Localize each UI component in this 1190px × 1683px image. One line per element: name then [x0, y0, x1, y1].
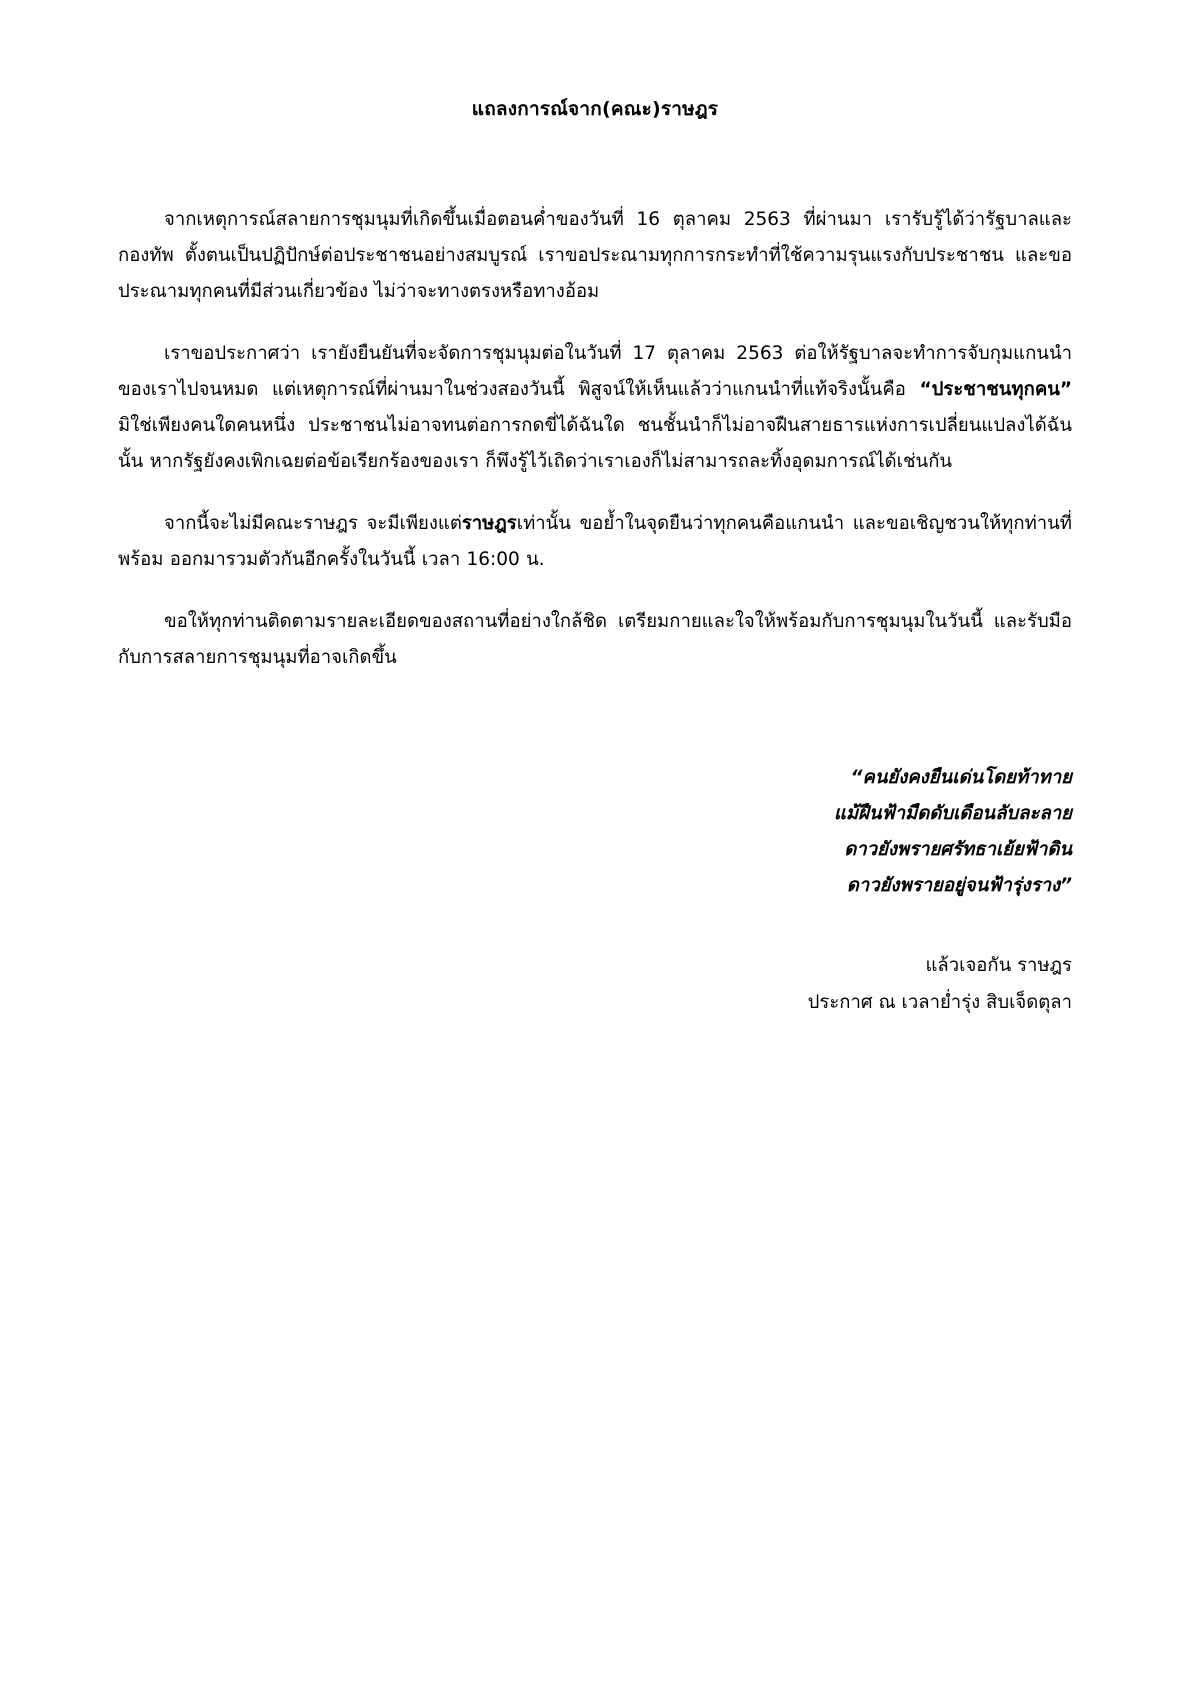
poem-line: ดาวยังพรายอยู่จนฟ้ารุ่งราง” [846, 875, 1072, 897]
poem-line: ดาวยังพรายศรัทธาเย้ยฟ้าดิน [844, 839, 1072, 861]
paragraph-1: จากเหตุการณ์สลายการชุมนุมที่เกิดขึ้นเมื่อตอนค่ำของวันที่ 16 ตุลาคม 2563 ที่ผ่านมา เรารับรู้ได้ว่ารัฐบาลและกองทัพ ตั้งตนเป็นปฏิปักษ์ต่อประชาชนอย่างสมบูรณ์ เราขอประณามทุกการกระทำที่ใช้ความรุนแรงกับประชาชน และขอประณามทุกคนที่มีส่วนเกี่ยวข้อง ไม่ว่าจะทางตรงหรือทางอ้อม [118, 208, 1072, 302]
emphasis-text: “ประชาชนทุกคน” [919, 378, 1072, 400]
signoff-line: ประกาศ ณ เวลาย่ำรุ่ง สิบเจ็ดตุลา [807, 991, 1072, 1013]
paragraph-4: ขอให้ทุกท่านติดตามรายละเอียดของสถานที่อย่างใกล้ชิด เตรียมกายและใจให้พร้อมกับการชุมนุมในวันนี้ และรับมือกับการสลายการชุมนุมที่อาจเกิดขึ้น [118, 611, 1072, 669]
signoff-block [118, 948, 1072, 1020]
page-title: แถลงการณ์จาก(คณะ)ราษฎร [471, 98, 719, 120]
paragraph-3: จากนี้จะไม่มีคณะราษฎร จะมีเพียงแต่ราษฎรเท่านั้น ขอย้ำในจุดยืนว่าทุกคนคือแกนนำ และขอเชิญชวนให้ทุกท่านที่พร้อม ออกมารวมตัวกันอีกครั้งในวันนี้ เวลา 16:00 น. [118, 512, 1072, 570]
paragraph-2: เราขอประกาศว่า เรายังยืนยันที่จะจัดการชุมนุมต่อในวันที่ 17 ตุลาคม 2563 ต่อให้รัฐบาลจะทำการจับกุมแกนนำของเราไปจนหมด แต่เหตุการณ์ที่ผ่านมาในช่วงสองวันนี้ พิสูจน์ให้เห็นแล้วว่าแกนนำที่แท้จริงนั้นคือ “ประชาชนทุกคน” มิใช่เพียงคนใดคนหนึ่ง ประชาชนไม่อาจทนต่อการกดขี่ได้ฉันใด ชนชั้นนำก็ไม่อาจฝืนสายธารแห่งการเปลี่ยนแปลงได้ฉันนั้น หากรัฐยังคงเพิกเฉยต่อข้อเรียกร้องของเรา ก็พึงรู้ไว้เถิดว่าเราเองก็ไม่สามารถละทิ้งอุดมการณ์ได้เช่นกัน [118, 342, 1072, 472]
poem-line: แม้ฝืนฟ้ามืดดับเดือนลับละลาย [833, 803, 1072, 825]
spacer [118, 904, 1072, 948]
signoff-line: แล้วเจอกัน ราษฎร [925, 955, 1072, 977]
document-body [118, 202, 1072, 677]
spacer [118, 676, 1072, 760]
poem-line: “คนยังคงยืนเด่นโดยท้าทาย [850, 767, 1072, 789]
poem-block [118, 760, 1072, 904]
emphasis-text: ราษฎร [461, 512, 517, 534]
